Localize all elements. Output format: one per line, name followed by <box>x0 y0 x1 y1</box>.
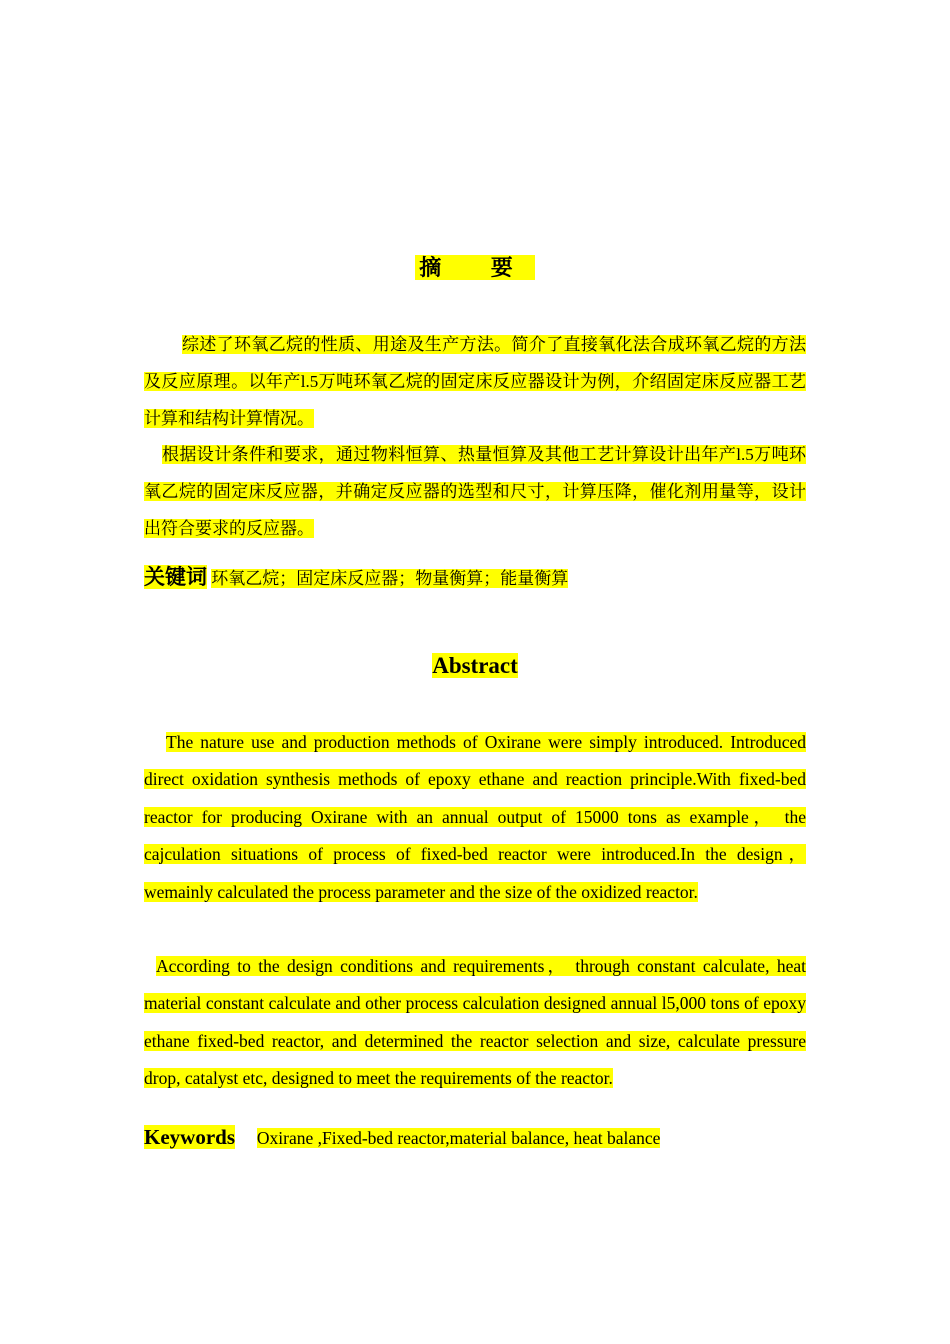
chinese-keywords-label: 关键词 <box>144 565 207 589</box>
chinese-abstract-paragraph-1 <box>144 326 806 437</box>
english-keywords-text: Oxirane ,Fixed-bed reactor,material balance, heat balance <box>256 1128 661 1148</box>
english-abstract-paragraph-2 <box>144 948 806 1098</box>
english-abstract-title-text: Abstract <box>432 653 518 678</box>
chinese-keywords-text: 环氧乙烷；固定床反应器；物量衡算；能量衡算 <box>211 569 569 588</box>
english-abstract-title <box>0 651 950 681</box>
chinese-abstract-paragraph-2 <box>144 436 806 547</box>
chinese-paragraph-2-text: 根据设计条件和要求，通过物料恒算、热量恒算及其他工艺计算设计出年产l.5万吨环氧乙烷的固定床反应器，并确定反应器的选型和尺寸，计算压降，催化剂用量等，设计出符合要求的反应器。 <box>144 445 806 538</box>
chinese-paragraph-1-text: 综述了环氧乙烷的性质、用途及生产方法。简介了直接氧化法合成环氧乙烷的方法及反应原理。以年产l.5万吨环氧乙烷的固定床反应器设计为例，介绍固定床反应器工艺计算和结构计算情况。 <box>144 335 806 428</box>
chinese-keywords <box>144 562 568 594</box>
chinese-abstract-title <box>0 254 950 282</box>
english-paragraph-2-text: According to the design conditions and requirements， through constant calculate, heat material constant calculate and other process calculation designed annual l5,000 tons of epoxy ethane fixed-bed reactor, and determined the reactor selection and size, calculate pressure drop, catalyst etc, designed to meet the requirements of the reactor. <box>144 956 806 1089</box>
english-abstract-paragraph-1 <box>144 724 806 911</box>
chinese-abstract-title-text: 摘 要 <box>415 255 535 280</box>
english-keywords <box>144 1122 660 1153</box>
english-keywords-label: Keywords <box>144 1125 235 1149</box>
english-paragraph-1-text: The nature use and production methods of Oxirane were simply introduced. Introduced direct oxidation synthesis methods of epoxy ethane and reaction principle.With fixed-bed reactor for producing Oxirane with an annual output of 15000 tons as example， the cajculation situations of process of fixed-bed reactor were introduced.In the design， wemainly calculated the process parameter and the size of the oxidized reactor. <box>144 732 806 902</box>
